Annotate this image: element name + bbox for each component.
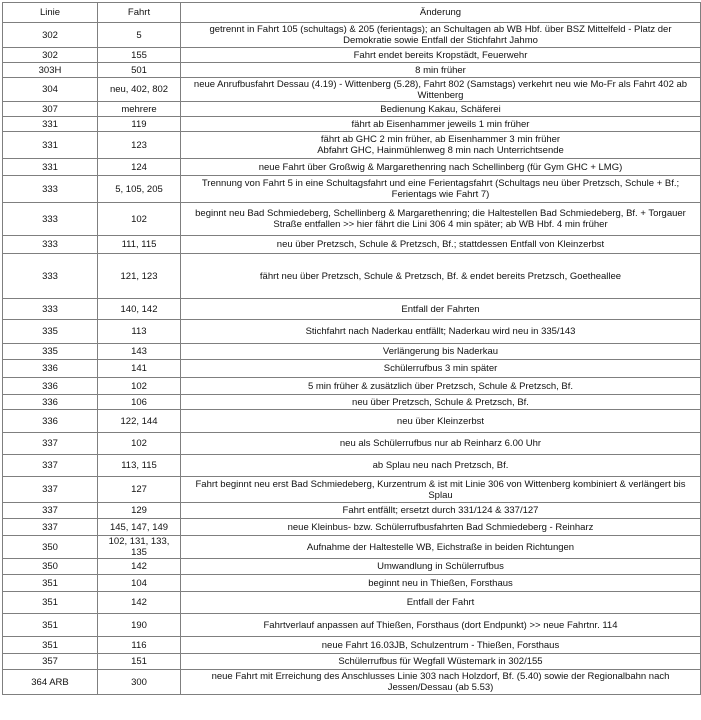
header-linie: Linie xyxy=(3,3,98,23)
cell-linie: 333 xyxy=(3,299,98,320)
cell-fahrt: 119 xyxy=(98,117,181,132)
cell-aenderung: Fahrt beginnt neu erst Bad Schmiedeberg, Kurzentrum & ist mit Linie 306 von Wittenberg kombiniert & verlängert bis Splau xyxy=(181,477,701,503)
table-row xyxy=(3,344,701,360)
cell-fahrt: 102 xyxy=(98,433,181,455)
cell-linie: 302 xyxy=(3,23,98,48)
cell-aenderung: fährt ab GHC 2 min früher, ab Eisenhammer 3 min früher Abfahrt GHC, Hainmühlenweg 8 min nach Unterrichtsende xyxy=(181,132,701,159)
cell-aenderung: neu über Pretzsch, Schule & Pretzsch, Bf. xyxy=(181,395,701,410)
cell-fahrt: neu, 402, 802 xyxy=(98,78,181,102)
changes-table-container xyxy=(2,2,700,695)
table-row xyxy=(3,378,701,395)
table-row xyxy=(3,670,701,695)
cell-fahrt: 141 xyxy=(98,360,181,378)
cell-fahrt: 102, 131, 133, 135 xyxy=(98,536,181,559)
cell-fahrt: 111, 115 xyxy=(98,236,181,254)
cell-linie: 335 xyxy=(3,320,98,344)
cell-aenderung: neue Kleinbus- bzw. Schülerrufbusfahrten Bad Schmiedeberg - Reinharz xyxy=(181,519,701,536)
table-row xyxy=(3,78,701,102)
cell-aenderung: Stichfahrt nach Naderkau entfällt; Naderkau wird neu in 335/143 xyxy=(181,320,701,344)
cell-aenderung: beginnt neu in Thießen, Forsthaus xyxy=(181,575,701,592)
table-body xyxy=(3,23,701,695)
cell-linie: 337 xyxy=(3,433,98,455)
cell-aenderung: neue Fahrt über Großwig & Margarethenring nach Schellinberg (für Gym GHC + LMG) xyxy=(181,159,701,176)
cell-fahrt: 104 xyxy=(98,575,181,592)
cell-fahrt: 145, 147, 149 xyxy=(98,519,181,536)
table-row xyxy=(3,360,701,378)
cell-aenderung: neu über Pretzsch, Schule & Pretzsch, Bf.; stattdessen Entfall von Kleinzerbst xyxy=(181,236,701,254)
cell-aenderung: neu als Schülerrufbus nur ab Reinharz 6.00 Uhr xyxy=(181,433,701,455)
table-row xyxy=(3,410,701,433)
table-row xyxy=(3,455,701,477)
cell-fahrt: 121, 123 xyxy=(98,254,181,299)
table-row xyxy=(3,614,701,637)
cell-aenderung: 5 min früher & zusätzlich über Pretzsch, Schule & Pretzsch, Bf. xyxy=(181,378,701,395)
cell-linie: 337 xyxy=(3,503,98,519)
cell-linie: 336 xyxy=(3,378,98,395)
cell-fahrt: 116 xyxy=(98,637,181,654)
cell-linie: 357 xyxy=(3,654,98,670)
cell-aenderung: Entfall der Fahrt xyxy=(181,592,701,614)
cell-aenderung: ab Splau neu nach Pretzsch, Bf. xyxy=(181,455,701,477)
cell-aenderung: fährt neu über Pretzsch, Schule & Pretzsch, Bf. & endet bereits Pretzsch, Goetheallee xyxy=(181,254,701,299)
changes-table xyxy=(2,2,701,695)
cell-linie: 302 xyxy=(3,48,98,63)
table-row xyxy=(3,592,701,614)
table-row xyxy=(3,477,701,503)
cell-linie: 351 xyxy=(3,592,98,614)
cell-fahrt: 129 xyxy=(98,503,181,519)
table-row xyxy=(3,559,701,575)
cell-linie: 333 xyxy=(3,203,98,236)
cell-aenderung: Fahrtverlauf anpassen auf Thießen, Forsthaus (dort Endpunkt) >> neue Fahrtnr. 114 xyxy=(181,614,701,637)
table-row xyxy=(3,23,701,48)
cell-aenderung: Schülerrufbus 3 min später xyxy=(181,360,701,378)
cell-fahrt: 5 xyxy=(98,23,181,48)
cell-aenderung: Entfall der Fahrten xyxy=(181,299,701,320)
cell-linie: 350 xyxy=(3,559,98,575)
cell-linie: 331 xyxy=(3,159,98,176)
cell-linie: 364 ARB xyxy=(3,670,98,695)
table-row xyxy=(3,654,701,670)
table-row xyxy=(3,637,701,654)
cell-aenderung: beginnt neu Bad Schmiedeberg, Schellinberg & Margarethenring; die Haltestellen Bad Schmiedeberg, Bf. + Torgauer Straße entfallen >> hier fährt die Lini 306 4 min später; ab WB Hbf. 4 min früher xyxy=(181,203,701,236)
cell-linie: 351 xyxy=(3,614,98,637)
cell-fahrt: 127 xyxy=(98,477,181,503)
cell-fahrt: 102 xyxy=(98,203,181,236)
cell-aenderung: Fahrt endet bereits Kropstädt, Feuerwehr xyxy=(181,48,701,63)
table-row xyxy=(3,575,701,592)
cell-aenderung: 8 min früher xyxy=(181,63,701,78)
cell-fahrt: 113, 115 xyxy=(98,455,181,477)
table-row xyxy=(3,299,701,320)
cell-aenderung: Verlängerung bis Naderkau xyxy=(181,344,701,360)
table-row xyxy=(3,159,701,176)
cell-fahrt: 300 xyxy=(98,670,181,695)
cell-linie: 336 xyxy=(3,360,98,378)
cell-linie: 351 xyxy=(3,575,98,592)
cell-linie: 351 xyxy=(3,637,98,654)
cell-fahrt: 5, 105, 205 xyxy=(98,176,181,203)
table-row xyxy=(3,254,701,299)
cell-fahrt: mehrere xyxy=(98,102,181,117)
cell-aenderung: Schülerrufbus für Wegfall Wüstemark in 302/155 xyxy=(181,654,701,670)
cell-fahrt: 142 xyxy=(98,592,181,614)
cell-aenderung: Bedienung Kakau, Schäferei xyxy=(181,102,701,117)
table-row xyxy=(3,519,701,536)
cell-fahrt: 102 xyxy=(98,378,181,395)
cell-fahrt: 113 xyxy=(98,320,181,344)
table-row xyxy=(3,395,701,410)
cell-linie: 337 xyxy=(3,477,98,503)
cell-linie: 333 xyxy=(3,176,98,203)
table-row xyxy=(3,433,701,455)
cell-linie: 333 xyxy=(3,236,98,254)
table-row xyxy=(3,117,701,132)
cell-fahrt: 123 xyxy=(98,132,181,159)
cell-linie: 350 xyxy=(3,536,98,559)
cell-fahrt: 142 xyxy=(98,559,181,575)
table-row xyxy=(3,102,701,117)
cell-fahrt: 106 xyxy=(98,395,181,410)
cell-aenderung: getrennt in Fahrt 105 (schultags) & 205 (ferientags); an Schultagen ab WB Hbf. über BSZ Mittelfeld - Platz der Demokratie sowie Entfall der Stichfahrt Jahmo xyxy=(181,23,701,48)
header-fahrt: Fahrt xyxy=(98,3,181,23)
cell-aenderung: Umwandlung in Schülerrufbus xyxy=(181,559,701,575)
cell-linie: 331 xyxy=(3,117,98,132)
cell-linie: 337 xyxy=(3,455,98,477)
cell-fahrt: 190 xyxy=(98,614,181,637)
cell-fahrt: 143 xyxy=(98,344,181,360)
table-row xyxy=(3,203,701,236)
cell-aenderung: neue Fahrt 16.03JB, Schulzentrum - Thießen, Forsthaus xyxy=(181,637,701,654)
table-row xyxy=(3,176,701,203)
cell-fahrt: 124 xyxy=(98,159,181,176)
cell-aenderung: neu über Kleinzerbst xyxy=(181,410,701,433)
table-row xyxy=(3,503,701,519)
table-row xyxy=(3,48,701,63)
header-row xyxy=(3,3,701,23)
cell-fahrt: 501 xyxy=(98,63,181,78)
cell-fahrt: 155 xyxy=(98,48,181,63)
cell-linie: 337 xyxy=(3,519,98,536)
cell-aenderung: neue Anrufbusfahrt Dessau (4.19) - Wittenberg (5.28), Fahrt 802 (Samstags) verkehrt neu wie Mo-Fr als Fahrt 402 ab Wittenberg xyxy=(181,78,701,102)
cell-fahrt: 122, 144 xyxy=(98,410,181,433)
cell-linie: 303H xyxy=(3,63,98,78)
cell-linie: 333 xyxy=(3,254,98,299)
cell-linie: 336 xyxy=(3,410,98,433)
cell-linie: 304 xyxy=(3,78,98,102)
cell-aenderung: neue Fahrt mit Erreichung des Anschlusses Linie 303 nach Holzdorf, Bf. (5.40) sowie der Regionalbahn nach Jessen/Dessau (ab 5.53) xyxy=(181,670,701,695)
cell-linie: 307 xyxy=(3,102,98,117)
cell-fahrt: 151 xyxy=(98,654,181,670)
cell-aenderung: Trennung von Fahrt 5 in eine Schultagsfahrt und eine Ferientagsfahrt (Schultags neu über Pretzsch, Schule + Bf.; Ferientags wie Fahrt 7) xyxy=(181,176,701,203)
table-row xyxy=(3,536,701,559)
header-aenderung: Änderung xyxy=(181,3,701,23)
table-row xyxy=(3,236,701,254)
table-row xyxy=(3,132,701,159)
table-row xyxy=(3,63,701,78)
cell-aenderung: Fahrt entfällt; ersetzt durch 331/124 & 337/127 xyxy=(181,503,701,519)
cell-linie: 331 xyxy=(3,132,98,159)
table-row xyxy=(3,320,701,344)
cell-linie: 336 xyxy=(3,395,98,410)
cell-aenderung: Aufnahme der Haltestelle WB, Eichstraße in beiden Richtungen xyxy=(181,536,701,559)
cell-linie: 335 xyxy=(3,344,98,360)
cell-aenderung: fährt ab Eisenhammer jeweils 1 min früher xyxy=(181,117,701,132)
cell-fahrt: 140, 142 xyxy=(98,299,181,320)
